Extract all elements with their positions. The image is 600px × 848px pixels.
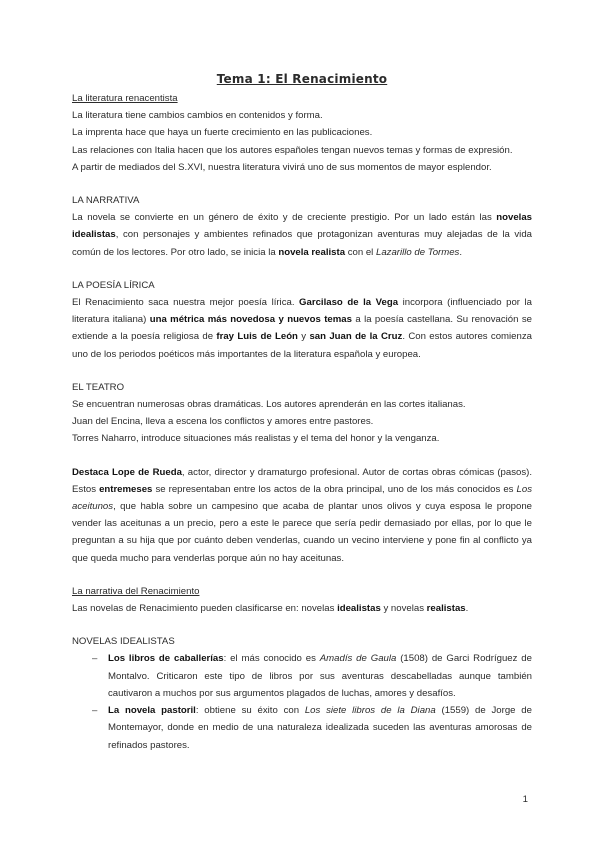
- paragraph-clasificacion: Las novelas de Renacimiento pueden clasificarse en: novelas idealistas y novelas realistas.: [72, 603, 469, 615]
- paragraph-line: La imprenta hace que haya un fuerte crecimiento en las publicaciones.: [72, 127, 373, 139]
- page-title: Tema 1: El Renacimiento: [216, 72, 388, 86]
- paragraph-line: Las relaciones con Italia hacen que los autores españoles tengan nuevos temas y formas de expresión.: [72, 144, 513, 156]
- paragraph-line: Torres Naharro, introduce situaciones más realistas y el tema del honor y la venganza.: [72, 433, 440, 445]
- section-heading-teatro: EL TEATRO: [72, 381, 125, 393]
- list-item: – Los libros de caballerías: el más conocido es Amadís de Gaula (1508) de Garci Rodríguez de Montalvo. Criticaron este tipo de libros por sus aventuras descabelladas aunque también cautivaron a muchos por sus argumentos plagados de luchas, amores y desafíos.: [92, 650, 532, 702]
- paragraph-line: La literatura tiene cambios cambios en contenidos y forma.: [72, 110, 323, 122]
- paragraph-lope-de-rueda: Destaca Lope de Rueda, actor, director y dramaturgo profesional. Autor de cortas obras cómicas (pasos). Estos entremeses se representaban entre los actos de la obra principal, uno de los más conocidos es Los aceitunos, que habla sobre un campesino que acaba de plantar unos olivos y cuya esposa le propone vender las aceitunas a un precio, pero a este le parece que sería pedir demasiado por ellas, por lo que le preguntan a su hija que por cuánto deben venderlas, cuando un vecino interviene y pone fin al conflicto ya que queda mucho para venderlas porque aún no hay aceitunas.: [72, 466, 533, 564]
- paragraph-line: Se encuentran numerosas obras dramáticas. Los autores aprenderán en las cortes italianas.: [72, 399, 466, 411]
- section-heading-poesia: LA POESÍA LÍRICA: [72, 279, 155, 291]
- page-number: 1: [522, 794, 528, 805]
- paragraph-poesia: El Renacimiento saca nuestra mejor poesía lírica. Garcilaso de la Vega incorpora (influenciado por la literatura italiana) una métrica más novedosa y nuevos temas a la poesía castellana. Su renovación se extiende a la poesía religiosa de fray Luis de León y san Juan de la Cruz. Con estos autores comienza uno de los periodos poéticos más importantes de la literatura española y europea.: [72, 297, 532, 360]
- paragraph-narrativa: La novela se convierte en un género de éxito y de creciente prestigio. Por un lado están las novelas idealistas, con personajes y ambientes refinados que protagonizan aventuras muy alejadas de la vida común de los lectores. Por otro lado, se inicia la novela realista con el Lazarillo de Tormes.: [72, 212, 532, 258]
- section-heading-narrativa: LA NARRATIVA: [72, 195, 140, 207]
- section-heading-idealistas: NOVELAS IDEALISTAS: [72, 636, 175, 648]
- section-heading-literatura: La literatura renacentista: [72, 93, 178, 104]
- list-item: – La novela pastoril: obtiene su éxito con Los siete libros de la Diana (1559) de Jorge de Montemayor, donde en medio de una naturaleza idealizada suceden las aventuras amorosas de refinados pastores.: [92, 702, 532, 754]
- section-heading-narrativa-renacimiento: La narrativa del Renacimiento: [72, 585, 200, 597]
- document-page: [72, 72, 532, 754]
- list-novelas-idealistas: [72, 650, 532, 753]
- paragraph-line: A partir de mediados del S.XVI, nuestra literatura vivirá uno de sus momentos de mayor esplendor.: [72, 161, 492, 173]
- paragraph-line: Juan del Encina, lleva a escena los conflictos y amores entre pastores.: [72, 416, 374, 428]
